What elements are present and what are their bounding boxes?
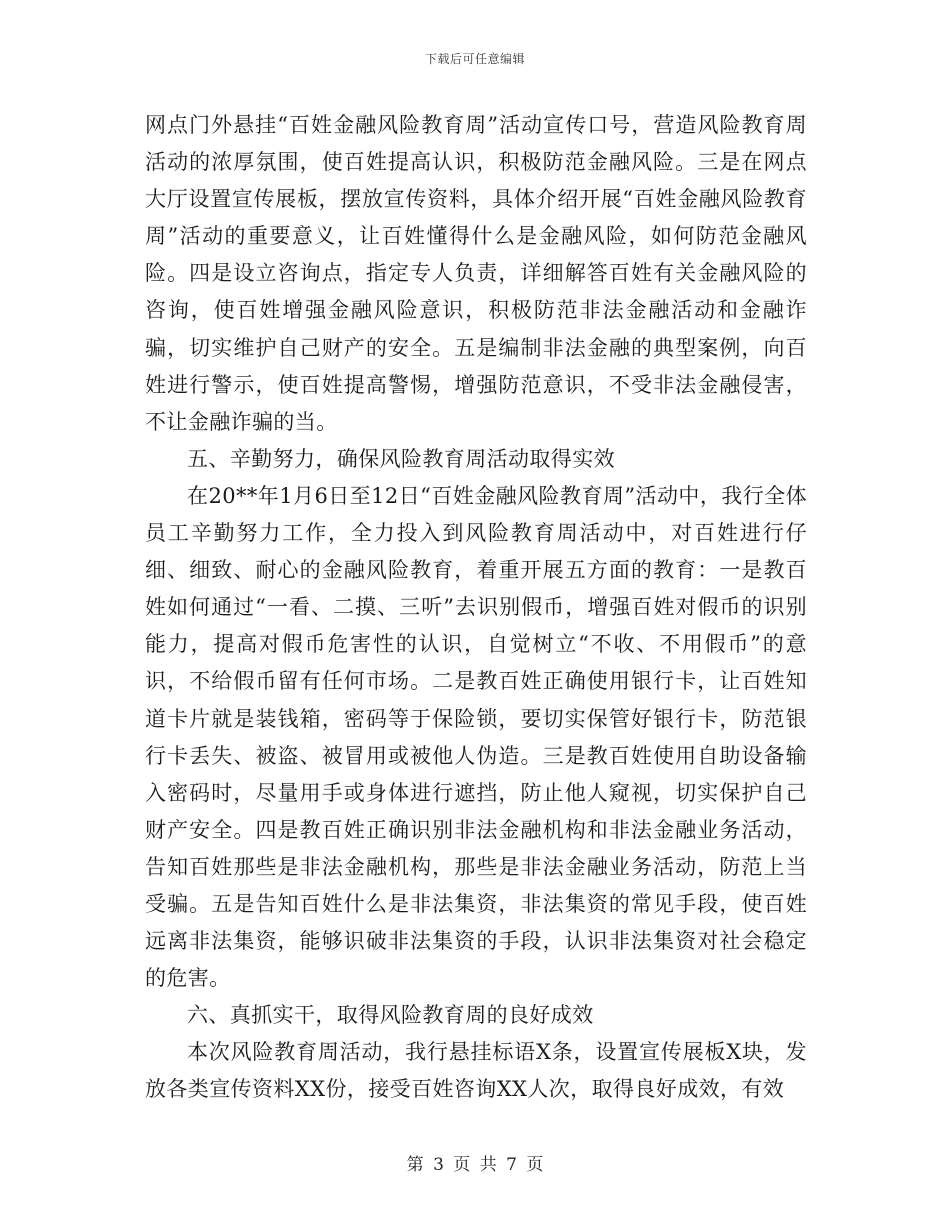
section-heading: 六、真抓实干，取得风险教育周的良好成效: [187, 1003, 594, 1028]
page-header: 下载后可任意编辑: [424, 52, 525, 66]
paragraph: 在20**年1月6日至12日“百姓金融风险教育周”活动中，我行全体员工辛勤努力工作，全力投入到风险教育周活动中，对百姓进行仔细、细致、耐心的金融风险教育，着重开展五方面的教育：一是教百姓如何通过“一看、二摸、三听”去识别假币，增强百姓对假币的识别能力，提高对假币危害性的认识，自觉树立“不收、不用假币”的意识，不给假币留有任何市场。二是教百姓正确使用银行卡，让百姓知道卡片就是装钱箱，密码等于保险锁，要切实保管好银行卡，防范银行卡丢失、被盗、被冒用或被他人伪造。三是教百姓使用自助设备输入密码时，尽量用手或身体进行遮挡，防止他人窥视，切实保护自己财产安全。四是教百姓正确识别非法金融机构和非法金融业务活动，告知百姓那些是非法金融机构，那些是非法金融业务活动，防范上当受骗。五是告知百姓什么是非法集资，非法集资的常见手段，使百姓远离非法集资，能够识破非法集资的手段，认识非法集资对社会稳定的危害。: [145, 483, 807, 991]
paragraph: 网点门外悬挂“百姓金融风险教育周”活动宣传口号，营造风险教育周活动的浓厚氛围，使百姓提高认识，积极防范金融风险。三是在网点大厅设置宣传展板，摆放宣传资料，具体介绍开展“百姓金融风险教育周”活动的重要意义，让百姓懂得什么是金融风险，如何防范金融风险。四是设立咨询点，指定专人负责，详细解答百姓有关金融风险的咨询，使百姓增强金融风险意识，积极防范非法金融活动和金融诈骗，切实维护自己财产的安全。五是编制非法金融的典型案例，向百姓进行警示，使百姓提高警惕，增强防范意识，不受非法金融侵害，不让金融诈骗的当。: [145, 113, 807, 434]
page-footer: 第 3 页 共 7 页: [406, 1155, 544, 1175]
paragraph: 本次风险教育周活动，我行悬挂标语X条，设置宣传展板X块，发放各类宣传资料XX份，接受百姓咨询XX人次，取得良好成效，有效: [145, 1040, 807, 1102]
section-heading: 五、辛勤努力，确保风险教育周活动取得实效: [187, 446, 615, 471]
document-body: [145, 107, 807, 1109]
